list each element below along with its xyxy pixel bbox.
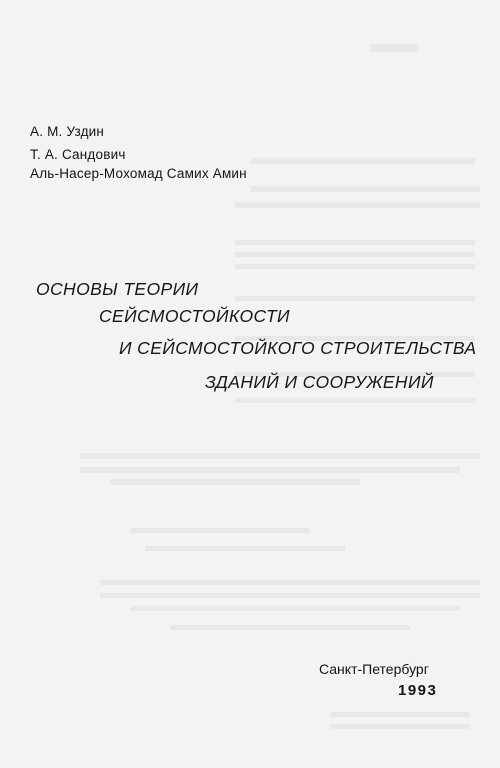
author-2: Т. А. Сандович xyxy=(30,147,126,162)
bleed-through-line xyxy=(130,606,460,611)
bleed-through-line xyxy=(110,479,360,485)
author-1: А. М. Уздин xyxy=(30,124,105,139)
bleed-through-line xyxy=(235,252,475,257)
bleed-through-line xyxy=(235,296,475,301)
bleed-through-top xyxy=(370,44,418,52)
bleed-through-line xyxy=(80,453,480,459)
bleed-through-line xyxy=(250,186,480,192)
bleed-through-line xyxy=(80,467,460,473)
publication-city: Санкт-Петербург xyxy=(319,661,429,677)
bleed-through-line xyxy=(130,528,310,533)
title-line-2: СЕЙСМОСТОЙКОСТИ xyxy=(99,306,290,326)
title-line-4: ЗДАНИЙ И СООРУЖЕНИЙ xyxy=(205,372,434,392)
publication-year: 1993 xyxy=(398,682,438,699)
bleed-through-line xyxy=(170,625,410,630)
title-line-1: ОСНОВЫ ТЕОРИИ xyxy=(36,279,199,299)
bleed-through-line xyxy=(235,264,475,269)
bleed-through-line xyxy=(235,398,475,403)
bleed-through-line xyxy=(330,724,470,729)
bleed-through-line xyxy=(235,202,480,208)
bleed-through-line xyxy=(100,580,480,585)
bleed-through-line xyxy=(235,240,475,245)
title-line-3: И СЕЙСМОСТОЙКОГО СТРОИТЕЛЬСТВА xyxy=(119,338,477,358)
bleed-through-line xyxy=(250,158,475,164)
author-3: Аль-Насер-Мохомад Самих Амин xyxy=(30,166,247,181)
bleed-through-line xyxy=(330,712,470,717)
bleed-through-line xyxy=(145,546,345,551)
bleed-through-line xyxy=(100,593,480,598)
